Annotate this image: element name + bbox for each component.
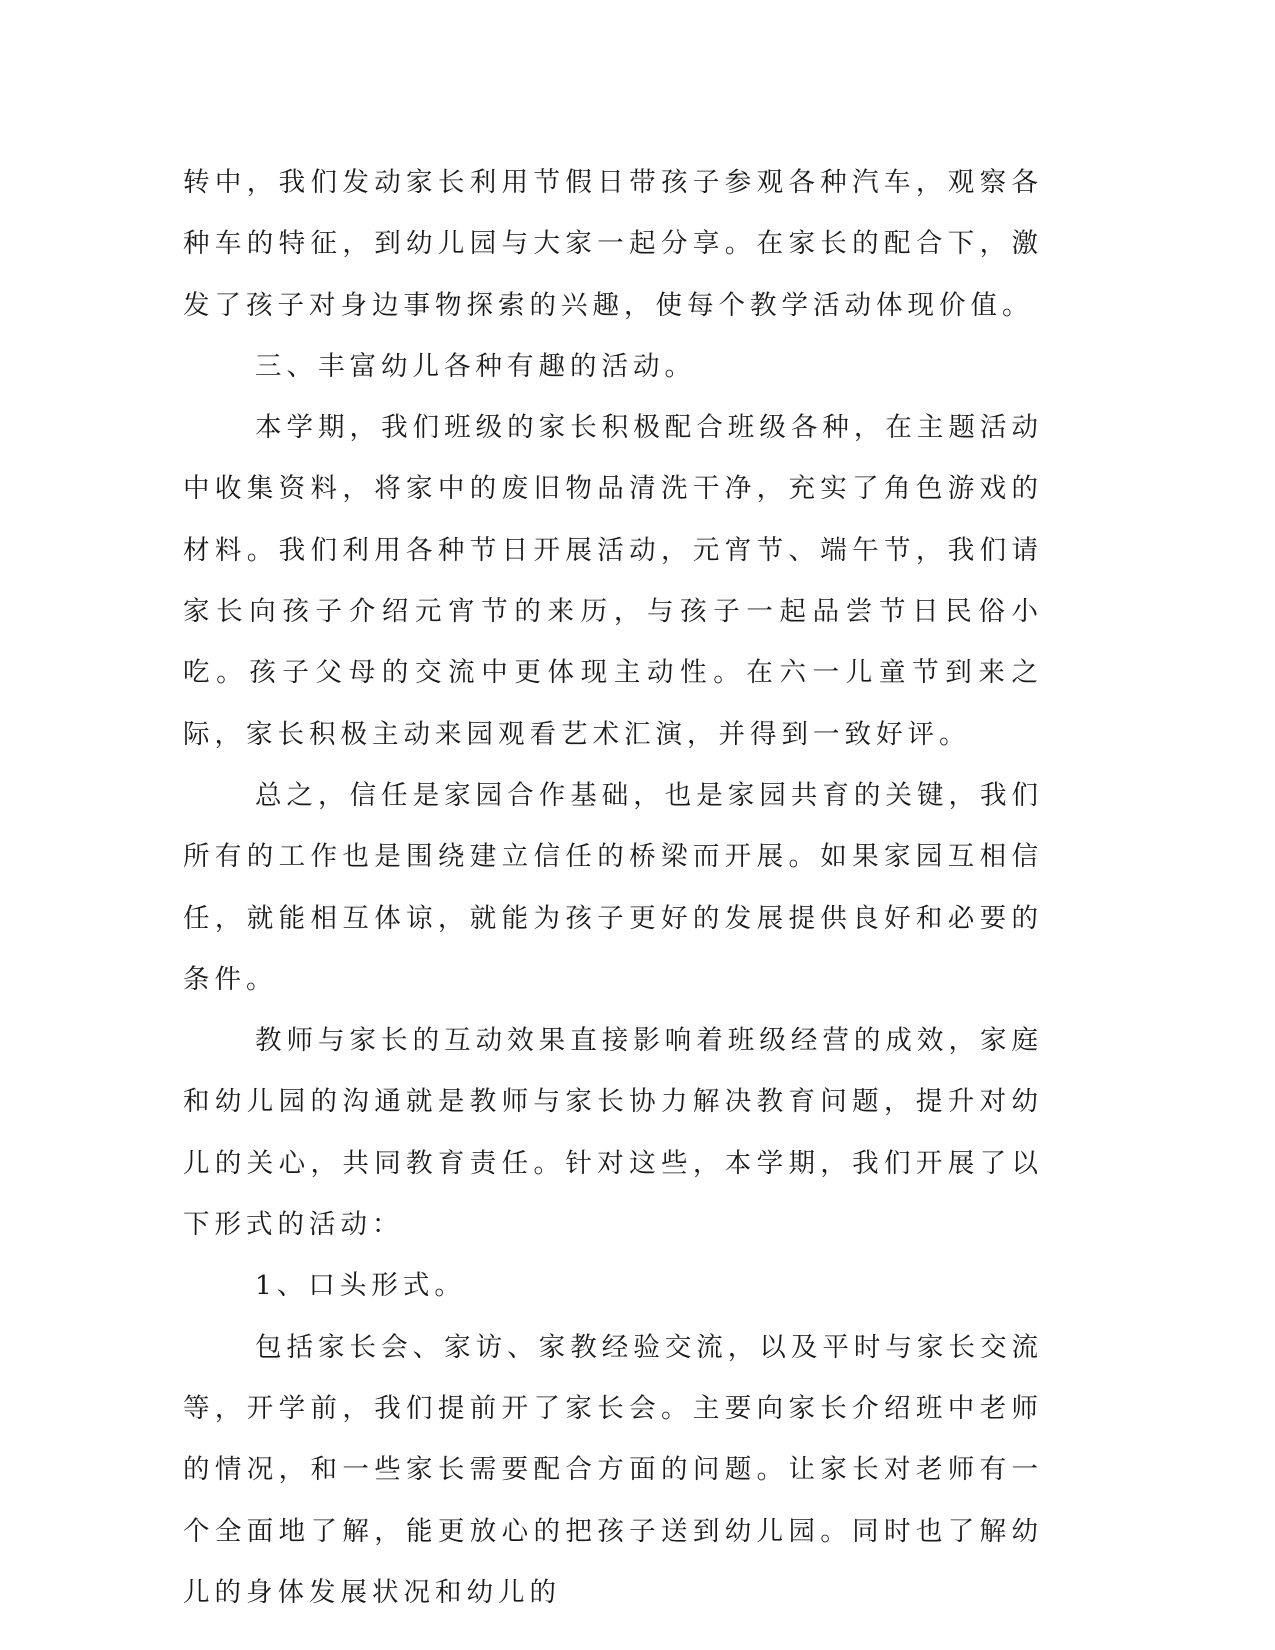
list-heading-1: 1、口头形式。 — [255, 1270, 466, 1302]
document-body — [183, 152, 1043, 1623]
paragraph-5: 教师与家长的互动效果直接影响着班级经营的成效，家庭和幼儿园的沟通就是教师与家长协力解决教育问题，提升对幼儿的关心，共同教育责任。针对这些，本学期，我们开展了以下形式的活动： — [183, 1025, 1043, 1241]
paragraph-7: 包括家长会、家访、家教经验交流，以及平时与家长交流等，开学前，我们提前开了家长会。主要向家长介绍班中老师的情况，和一些家长需要配合方面的问题。让家长对老师有一个全面地了解，能更放心的把孩子送到幼儿园。同时也了解幼儿的身体发展状况和幼儿的 — [183, 1331, 1043, 1608]
section-heading-3: 三、丰富幼儿各种有趣的活动。 — [255, 350, 696, 382]
paragraph-1: 转中，我们发动家长利用节假日带孩子参观各种汽车，观察各种车的特征，到幼儿园与大家一起分享。在家长的配合下，激发了孩子对身边事物探索的兴趣，使每个教学活动体现价值。 — [183, 167, 1043, 321]
paragraph-3: 本学期，我们班级的家长积极配合班级各种，在主题活动中收集资料，将家中的废旧物品清洗干净，充实了角色游戏的材料。我们利用各种节日开展活动，元宵节、端午节，我们请家长向孩子介绍元宵节的来历，与孩子一起品尝节日民俗小吃。孩子父母的交流中更体现主动性。在六一儿童节到来之际，家长积极主动来园观看艺术汇演，并得到一致好评。 — [183, 412, 1043, 750]
paragraph-4: 总之，信任是家园合作基础，也是家园共育的关键，我们所有的工作也是围绕建立信任的桥梁而开展。如果家园互相信任，就能相互体谅，就能为孩子更好的发展提供良好和必要的条件。 — [183, 779, 1043, 995]
